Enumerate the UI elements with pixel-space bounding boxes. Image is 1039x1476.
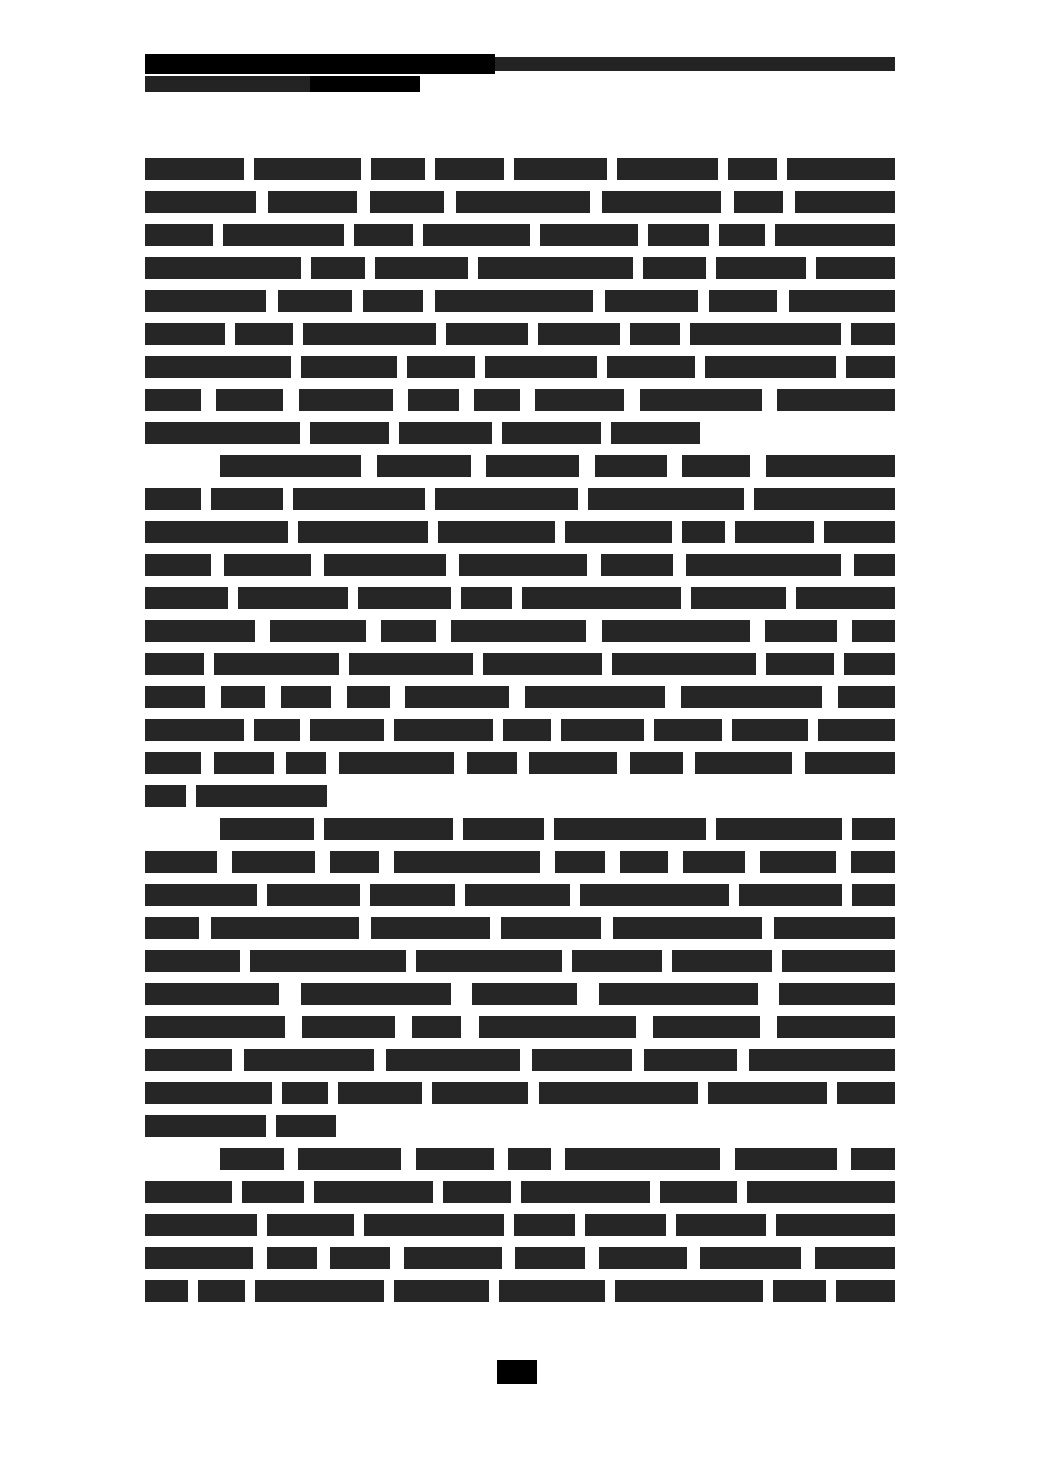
word xyxy=(605,290,698,312)
word xyxy=(145,1280,188,1302)
word xyxy=(459,554,587,576)
word xyxy=(381,620,436,642)
word xyxy=(540,224,638,246)
word xyxy=(286,752,326,774)
word xyxy=(145,851,217,873)
text-line xyxy=(145,158,895,180)
text-line xyxy=(145,785,895,807)
word xyxy=(483,653,602,675)
word xyxy=(705,356,836,378)
word xyxy=(404,1247,502,1269)
word xyxy=(423,224,530,246)
word xyxy=(676,1214,766,1236)
word xyxy=(370,191,444,213)
word xyxy=(502,422,601,444)
word xyxy=(394,719,493,741)
word xyxy=(145,653,204,675)
word xyxy=(375,257,468,279)
word xyxy=(145,884,257,906)
word xyxy=(486,455,579,477)
word xyxy=(282,1082,328,1104)
header-line-2 xyxy=(145,76,895,92)
word xyxy=(818,719,895,741)
word xyxy=(145,1016,285,1038)
word xyxy=(250,950,406,972)
word xyxy=(461,587,512,609)
text-line xyxy=(145,851,895,873)
word xyxy=(795,191,895,213)
word xyxy=(846,356,895,378)
word xyxy=(145,719,244,741)
word xyxy=(660,1181,737,1203)
word xyxy=(338,1082,422,1104)
word xyxy=(438,521,555,543)
word xyxy=(796,587,895,609)
word xyxy=(653,1016,760,1038)
text-line xyxy=(145,422,895,444)
word xyxy=(435,158,504,180)
word xyxy=(354,224,413,246)
word xyxy=(405,686,509,708)
word xyxy=(281,686,331,708)
word xyxy=(595,455,667,477)
word xyxy=(854,554,895,576)
word xyxy=(278,290,352,312)
word xyxy=(565,521,672,543)
word xyxy=(561,719,644,741)
word xyxy=(765,620,837,642)
word xyxy=(588,488,744,510)
word xyxy=(532,1049,632,1071)
word xyxy=(196,785,327,807)
text-line xyxy=(145,224,895,246)
word xyxy=(220,818,314,840)
word xyxy=(708,1082,827,1104)
word xyxy=(224,554,311,576)
word xyxy=(267,1214,354,1236)
word xyxy=(599,983,758,1005)
word xyxy=(347,686,390,708)
word xyxy=(852,884,895,906)
text-line xyxy=(145,554,895,576)
text-line xyxy=(145,389,895,411)
word xyxy=(734,191,783,213)
word xyxy=(416,950,562,972)
word xyxy=(145,1049,232,1071)
word xyxy=(314,1181,433,1203)
word xyxy=(456,191,590,213)
word xyxy=(691,587,786,609)
word xyxy=(851,1148,895,1170)
word xyxy=(371,158,425,180)
text-line xyxy=(145,488,895,510)
word xyxy=(214,752,274,774)
word xyxy=(538,323,620,345)
word xyxy=(223,224,344,246)
word xyxy=(145,554,211,576)
word xyxy=(681,686,822,708)
word xyxy=(435,290,593,312)
word xyxy=(472,983,577,1005)
word xyxy=(719,224,765,246)
word xyxy=(267,1247,317,1269)
word xyxy=(324,818,453,840)
body-text xyxy=(145,158,895,1313)
word xyxy=(220,1148,284,1170)
word xyxy=(216,389,283,411)
word xyxy=(617,158,718,180)
word xyxy=(611,422,700,444)
word xyxy=(852,620,895,642)
word xyxy=(432,1082,528,1104)
word xyxy=(446,323,528,345)
word xyxy=(463,818,544,840)
word xyxy=(399,422,492,444)
text-line xyxy=(145,917,895,939)
word xyxy=(760,851,836,873)
word xyxy=(145,620,255,642)
word xyxy=(220,455,361,477)
word xyxy=(615,1280,763,1302)
word xyxy=(145,290,266,312)
word xyxy=(844,653,895,675)
word xyxy=(716,257,806,279)
word xyxy=(601,554,673,576)
word xyxy=(145,917,199,939)
word xyxy=(672,950,772,972)
word xyxy=(145,1115,266,1137)
word xyxy=(485,356,597,378)
word xyxy=(211,488,283,510)
word xyxy=(301,356,397,378)
header-line-1 xyxy=(145,54,895,74)
text-line xyxy=(145,323,895,345)
text-line xyxy=(145,1247,895,1269)
word xyxy=(145,422,300,444)
word xyxy=(554,818,706,840)
text-line xyxy=(145,818,895,840)
word xyxy=(816,257,895,279)
text-line xyxy=(145,1148,895,1170)
word xyxy=(145,191,256,213)
word xyxy=(607,356,695,378)
word xyxy=(613,917,762,939)
word xyxy=(728,158,777,180)
word xyxy=(654,719,722,741)
word xyxy=(268,191,357,213)
word xyxy=(303,323,436,345)
word xyxy=(775,224,895,246)
word xyxy=(851,851,895,873)
word xyxy=(602,620,750,642)
word xyxy=(145,224,213,246)
word xyxy=(145,488,201,510)
word xyxy=(242,1181,304,1203)
word xyxy=(145,1214,257,1236)
word xyxy=(774,917,895,939)
word xyxy=(580,884,729,906)
text-line xyxy=(145,290,895,312)
word xyxy=(525,686,665,708)
text-line xyxy=(145,191,895,213)
word xyxy=(145,389,201,411)
word xyxy=(302,1016,395,1038)
word xyxy=(508,1148,551,1170)
word xyxy=(747,1181,895,1203)
running-header xyxy=(145,54,895,94)
word xyxy=(358,587,451,609)
text-line xyxy=(145,1082,895,1104)
word xyxy=(690,323,841,345)
word xyxy=(407,356,475,378)
word xyxy=(394,1280,489,1302)
word xyxy=(443,1181,511,1203)
word xyxy=(349,653,473,675)
word xyxy=(754,488,895,510)
text-line xyxy=(145,1049,895,1071)
word xyxy=(599,1247,687,1269)
word xyxy=(773,1280,826,1302)
word xyxy=(686,554,841,576)
word xyxy=(386,1049,520,1071)
word xyxy=(301,983,451,1005)
word xyxy=(514,158,607,180)
word xyxy=(515,1247,585,1269)
word xyxy=(777,1016,895,1038)
word xyxy=(479,1016,636,1038)
word xyxy=(837,1082,895,1104)
word xyxy=(408,389,459,411)
text-line xyxy=(145,950,895,972)
word xyxy=(514,1214,575,1236)
text-line xyxy=(145,1181,895,1203)
word xyxy=(254,158,361,180)
word xyxy=(779,983,895,1005)
word xyxy=(145,950,240,972)
word xyxy=(364,1214,504,1236)
word xyxy=(474,389,520,411)
word xyxy=(211,917,359,939)
word xyxy=(852,818,895,840)
text-line xyxy=(145,1280,895,1302)
word xyxy=(503,719,551,741)
word xyxy=(298,1148,401,1170)
word xyxy=(602,191,721,213)
word xyxy=(467,752,517,774)
word xyxy=(267,884,360,906)
word xyxy=(643,257,706,279)
word xyxy=(787,158,895,180)
text-line xyxy=(145,1016,895,1038)
word xyxy=(630,752,683,774)
word xyxy=(412,1016,461,1038)
word xyxy=(620,851,668,873)
word xyxy=(310,719,384,741)
word xyxy=(324,554,446,576)
word xyxy=(478,257,633,279)
word xyxy=(682,521,725,543)
word xyxy=(716,818,842,840)
text-line xyxy=(145,719,895,741)
word xyxy=(221,686,265,708)
word xyxy=(238,587,348,609)
text-line xyxy=(145,752,895,774)
word xyxy=(815,1247,895,1269)
word xyxy=(824,521,895,543)
word xyxy=(499,1280,605,1302)
word xyxy=(465,884,570,906)
word xyxy=(501,917,601,939)
word xyxy=(145,1247,253,1269)
word xyxy=(522,587,681,609)
word xyxy=(630,323,680,345)
word xyxy=(789,290,895,312)
text-line xyxy=(145,1214,895,1236)
word xyxy=(612,653,756,675)
word xyxy=(232,851,315,873)
word xyxy=(371,917,490,939)
word xyxy=(330,851,379,873)
text-line xyxy=(145,653,895,675)
page-number xyxy=(497,1360,537,1384)
word xyxy=(777,389,895,411)
word xyxy=(739,884,842,906)
word xyxy=(293,488,425,510)
word xyxy=(529,752,617,774)
word xyxy=(330,1247,390,1269)
word xyxy=(565,1148,720,1170)
word xyxy=(145,785,186,807)
word xyxy=(255,1280,384,1302)
word xyxy=(836,1280,895,1302)
word xyxy=(310,422,389,444)
word xyxy=(145,158,244,180)
text-line xyxy=(145,983,895,1005)
word xyxy=(145,587,228,609)
word xyxy=(214,653,339,675)
word xyxy=(805,752,895,774)
word xyxy=(682,455,750,477)
word xyxy=(270,620,366,642)
word xyxy=(145,521,288,543)
word xyxy=(555,851,605,873)
word xyxy=(377,455,471,477)
word xyxy=(539,1082,698,1104)
word xyxy=(145,752,201,774)
text-line xyxy=(145,521,895,543)
word xyxy=(735,521,814,543)
text-line xyxy=(145,356,895,378)
word xyxy=(298,521,428,543)
word xyxy=(700,1247,801,1269)
word xyxy=(766,455,895,477)
word xyxy=(145,356,291,378)
word xyxy=(370,884,455,906)
text-line xyxy=(145,587,895,609)
text-line xyxy=(145,620,895,642)
word xyxy=(585,1214,666,1236)
word xyxy=(339,752,454,774)
word xyxy=(145,686,205,708)
text-line xyxy=(145,257,895,279)
word xyxy=(311,257,365,279)
word xyxy=(244,1049,374,1071)
text-line xyxy=(145,455,895,477)
word xyxy=(145,257,301,279)
word xyxy=(363,290,423,312)
word xyxy=(851,323,895,345)
text-line xyxy=(145,686,895,708)
word xyxy=(416,1148,494,1170)
word xyxy=(782,950,895,972)
word xyxy=(521,1181,650,1203)
word xyxy=(145,983,279,1005)
word xyxy=(695,752,792,774)
word xyxy=(732,719,808,741)
word xyxy=(776,1214,895,1236)
word xyxy=(644,1049,737,1071)
word xyxy=(145,1082,272,1104)
word xyxy=(648,224,709,246)
word xyxy=(683,851,745,873)
word xyxy=(749,1049,895,1071)
word xyxy=(838,686,895,708)
word xyxy=(709,290,777,312)
word xyxy=(299,389,393,411)
word xyxy=(145,1181,232,1203)
word xyxy=(276,1115,336,1137)
text-line xyxy=(145,1115,895,1137)
word xyxy=(435,488,578,510)
word xyxy=(235,323,293,345)
word xyxy=(198,1280,245,1302)
word xyxy=(640,389,762,411)
word xyxy=(535,389,624,411)
word xyxy=(254,719,300,741)
word xyxy=(766,653,834,675)
word xyxy=(394,851,540,873)
word xyxy=(145,323,225,345)
word xyxy=(451,620,586,642)
word xyxy=(735,1148,837,1170)
word xyxy=(572,950,662,972)
text-line xyxy=(145,884,895,906)
